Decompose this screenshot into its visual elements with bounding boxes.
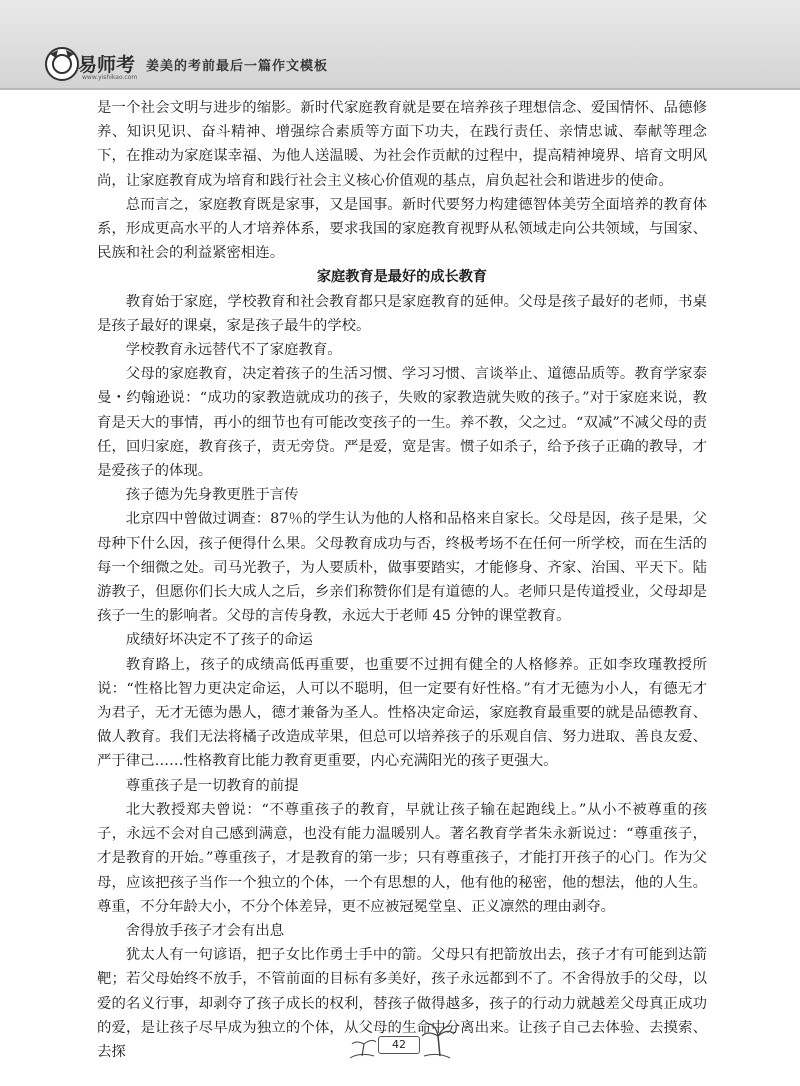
sub-heading: 孩子德为先身教更胜于言传 xyxy=(125,487,299,504)
article-body xyxy=(97,96,707,1064)
paragraph: 总而言之，家庭教育既是家事，又是国事。新时代要努力构建德智体美劳全面培养的教育体系，形成更高水平的人才培养体系，要求我国的家庭教育视野从私领域走向公共领域，与国家、民族和社会的利益紧密相连。 xyxy=(97,196,707,262)
paragraph: 父母的家庭教育，决定着孩子的生活习惯、学习习惯、言谈举止、道德品质等。教育学家泰曼・约翰逊说：“成功的家教造就成功的孩子，失败的家教造就失败的孩子。”对于家庭来说，教育是天大的事情，再小的细节也有可能改变孩子的一生。养不教，父之过。“双减”不减父母的责任，回归家庭，教育孩子，责无旁贷。严是爱，宽是害。惯子如杀子，给予孩子正确的教导，才是爱孩子的体现。 xyxy=(97,366,707,480)
section-title: 家庭教育是最好的成长教育 xyxy=(316,269,488,286)
logo-url: www.yishikao.com xyxy=(82,74,138,81)
paragraph: 教育路上，孩子的成绩高低再重要，也重要不过拥有健全的人格修养。正如李玫瑾教授所说：“性格比智力更决定命运，人可以不聪明，但一定要有好性格。”有才无德为小人，有德无才为君子，无才无德为愚人，德才兼备为圣人。性格决定命运，家庭教育最重要的就是品德教育、做人教育。我们无法将橘子改造成苹果，但总可以培养孩子的乐观自信、努力进取、善良友爱、严于律己……性格教育比能力教育更重要，内心充满阳光的孩子更强大。 xyxy=(97,656,707,770)
page-number: 42 xyxy=(378,1036,420,1054)
sub-heading: 尊重孩子是一切教育的前提 xyxy=(125,777,299,794)
page-footer xyxy=(340,1022,460,1062)
logo-icon xyxy=(44,46,80,82)
sub-heading: 舍得放手孩子才会有出息 xyxy=(125,922,285,939)
paragraph: 犹太人有一句谚语，把子女比作勇士手中的箭。父母只有把箭放出去，孩子才有可能到达箭靶；若父母始终不放手，不管前面的目标有多美好，孩子永远都到不了。不舍得放手的父母，以爱的名义行事，却剥夺了孩子成长的权利，替孩子做得越多，孩子的行动力就越差父母真正成功的爱，是让孩子尽早成为独立的个体，从父母的生命中分离出来。让孩子自己去体验、去摸索、去探 xyxy=(97,947,707,1060)
sub-heading: 学校教育永远替代不了家庭教育。 xyxy=(125,342,342,359)
paragraph: 北大教授郑夫曾说：“不尊重孩子的教育，早就让孩子输在起跑线上。”从小不被尊重的孩子，永远不会对自己感到满意，也没有能力温暖别人。著名教育学者朱永新说过：“尊重孩子，才是教育的开始。”尊重孩子，才是教育的第一步；只有尊重孩子，才能打开孩子的心门。作为父母，应该把孩子当作一个独立的个体，一个有思想的人，他有他的秘密，他的想法，他的人生。尊重，不分年龄大小，不分个体差异，更不应被冠冕堂皇、正义凛然的理由剥夺。 xyxy=(97,801,707,915)
paragraph: 是一个社会文明与进步的缩影。新时代家庭教育就是要在培养孩子理想信念、爱国情怀、品德修养、知识见识、奋斗精神、增强综合素质等方面下功夫，在践行责任、亲情忠诚、奉献等理念下，在推动为家庭谋幸福、为他人送温暖、为社会作贡献的过程中，提高精神境界、培育文明风尚，让家庭教育成为培育和践行社会主义核心价值观的基点，肩负起社会和谐进步的使命。 xyxy=(97,100,707,189)
logo-text: 易师考 xyxy=(78,54,136,76)
header-divider xyxy=(0,88,800,90)
publisher-logo xyxy=(44,46,136,82)
paragraph: 北京四中曾做过调查：87％的学生认为他的人格和品格来自家长。父母是因，孩子是果，父母种下什么因，孩子便得什么果。父母教育成功与否，终极考场不在任何一所学校，而在生活的每一个细微之处。司马光教子，为人要质朴，做事要踏实，才能修身、齐家、治国、平天下。陆游教子，但愿你们长大成人之后，乡亲们称赞你们是有道德的人。老师只是传道授业，父母却是孩子一生的影响者。父母的言传身教，永远大于老师 45 分钟的课堂教育。 xyxy=(97,511,707,625)
paragraph: 教育始于家庭，学校教育和社会教育都只是家庭教育的延伸。父母是孩子最好的老师，书桌是孩子最好的课桌，家是孩子最牛的学校。 xyxy=(97,293,707,334)
page-header xyxy=(0,0,800,90)
header-title: 姜美的考前最后一篇作文模板 xyxy=(146,59,329,74)
sub-heading: 成绩好坏决定不了孩子的命运 xyxy=(125,632,313,649)
